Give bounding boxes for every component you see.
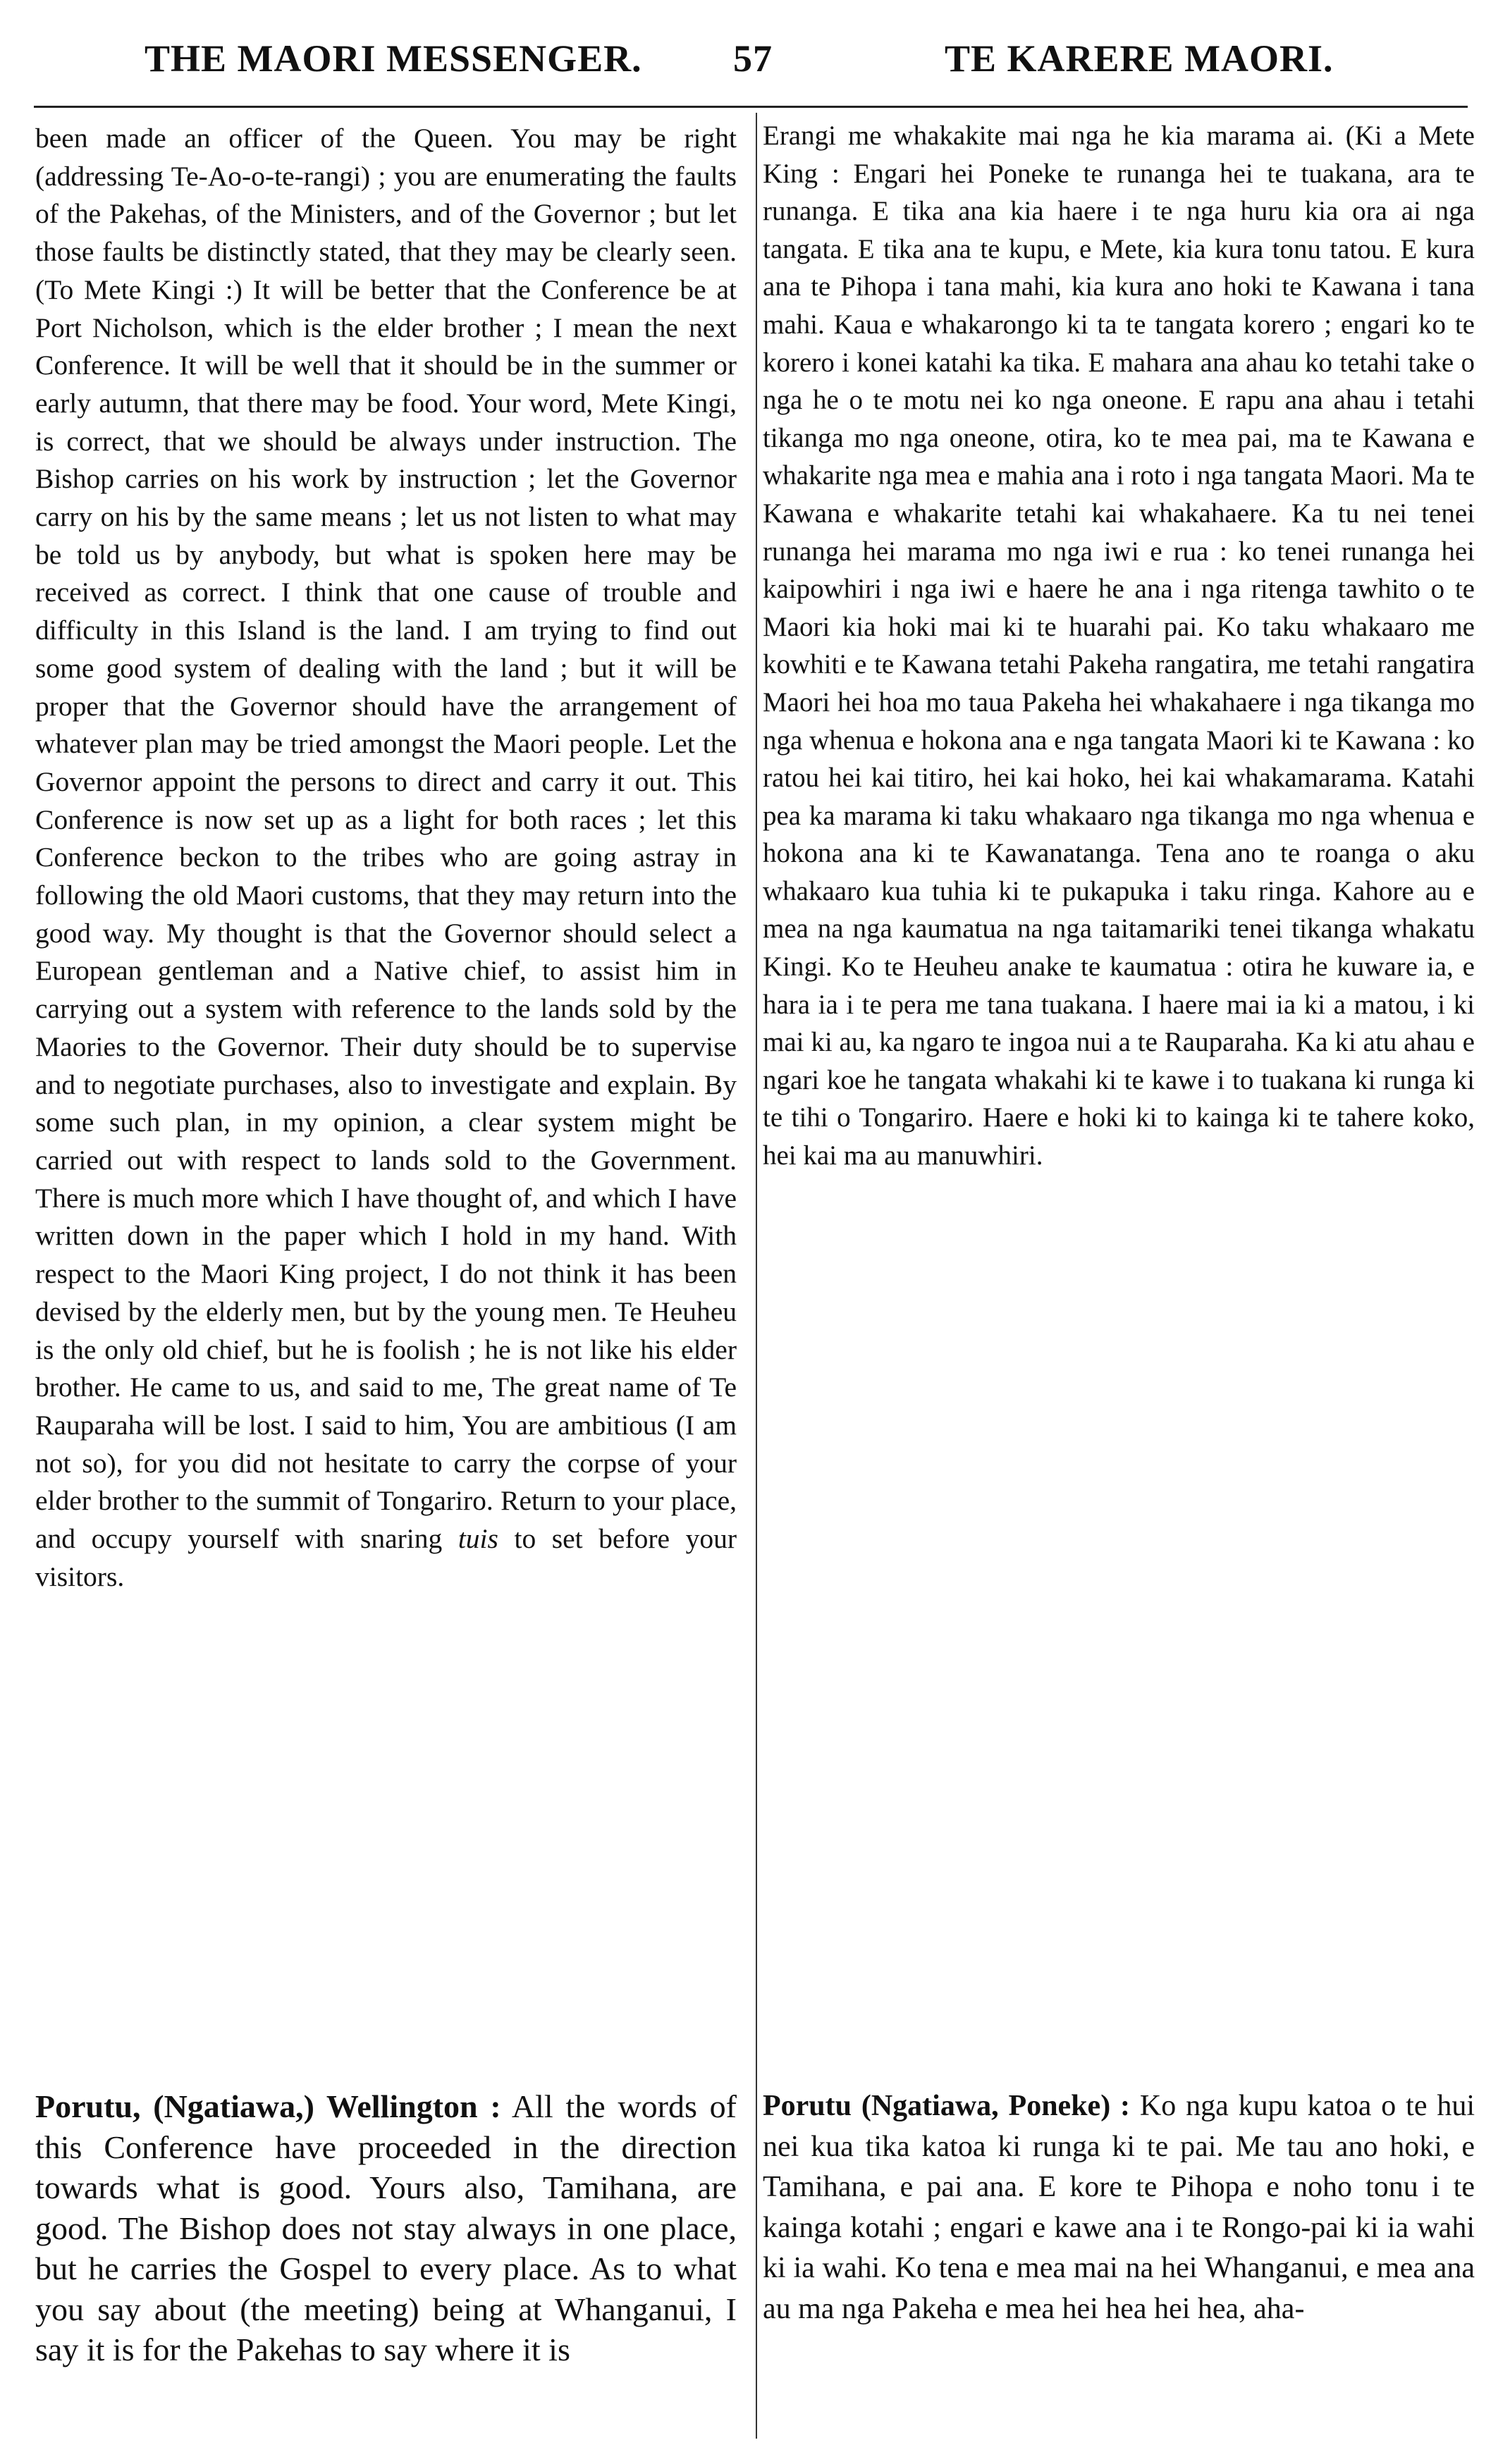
page-number: 57 [733, 37, 773, 80]
english-paragraph-1 [35, 120, 737, 1596]
english-paragraph-1-body: been made an officer of the Queen. You may be right (addressing Te-Ao-o-te-rangi) ; you are enumerating the faults of the Pakehas, of the Ministers, and of the Governor ; but let those faults be distinctly stated, that they may be clearly seen. (To Mete Kingi :) It will be better that the Conference be at Port Nicholson, which is the elder brother ; I mean the next Conference. It will be well that it should be in the summer or early autumn, that there may be food. Your word, Mete Kingi, is correct, that we should be always under instruction. The Bishop carries on his work by instruction ; let the Governor carry on his by the same means ; let us not listen to what may be told us by anybody, but what is spoken here may be received as correct. I think that one cause of trouble and difficulty in this Island is the land. I am trying to find out some good system of dealing with the land ; but it will be proper that the Governor should have the arrangement of whatever plan may be tried amongst the Maori people. Let the Governor appoint the persons to direct and carry it out. This Conference is now set up as a light for both races ; let this Conference beckon to the tribes who are going astray in following the old Maori customs, that they may return into the good way. My thought is that the Governor should select a European gentleman and a Native chief, to assist him in carrying out a system with reference to the lands sold by the Maories to the Governor. Their duty should be to supervise and to negotiate purchases, also to investigate and explain. By some such plan, in my opinion, a clear system might be carried out with respect to lands sold to the Government. There is much more which I have thought of, and which I have written down in the paper which I hold in my hand. With respect to the Maori King project, I do not think it has been devised by the elderly men, but by the young men. Te Heuheu is the only old chief, but he is foolish ; he is not like his elder brother. He came to us, and said to me, The great name of Te Rauparaha will be lost. I said to him, You are ambitious (I am not so), for you did not hesitate to carry the corpse of your elder brother to the summit of Tongariro. Return to your place, and occupy yourself with snaring [35, 123, 737, 1555]
maori-column-porutu [763, 2086, 1475, 2329]
english-paragraph-2 [35, 2086, 737, 2370]
page-header [0, 37, 1510, 79]
italic-word: tuis [458, 1523, 498, 1555]
english-column-text [35, 120, 737, 1596]
header-maori-title: TE KARERE MAORI. [945, 37, 1334, 80]
english-column-porutu [35, 2086, 737, 2370]
maori-paragraph-2 [763, 2086, 1475, 2329]
english-paragraph-2-body: All the words of this Conference have proceeded in the direction towards what is good. Yours also, Tamihana, are good. The Bishop does not stay always in one place, but he carries the Gospel to every place. As to what you say about (the meeting) being at Whanganui, I say it is for the Pakehas to say where it is [35, 2088, 737, 2367]
maori-paragraph-2-body: Ko nga kupu katoa o te hui nei kua tika katoa ki runga ki te pai. Me tau ano hoki, e Tamihana, e pai ana. E kore te Pihopa e noho tonu i te kainga kotahi ; engari e kawe ana i te Rongo-pai ki ia wahi ki ia wahi. Ko tena e mea mai na hei Whanganui, e mea ana au ma nga Pakeha e mea hei hea hei hea, aha- [763, 2090, 1475, 2325]
header-english-title: THE MAORI MESSENGER. [145, 37, 642, 80]
english-paragraph-1-end: to set before your visitors. [35, 1523, 737, 1592]
maori-column-text [763, 117, 1475, 1175]
maori-paragraph-1: Erangi me whakakite mai nga he kia marama ai. (Ki a Mete King : Engari hei Poneke te runanga hei te tuakana, ara te runanga. E tika ana kia haere i te nga huru kia ora ai nga tangata. E tika ana te kupu, e Mete, kia kura tonu tatou. E kura ana te Pihopa i tana mahi, kia kura ano hoki te Kawana i tana mahi. Kaua e whakarongo ki ta te tangata korero ; engari ko te korero i konei katahi ka tika. E mahara ana ahau ko tetahi take o nga he o te motu nei ko nga oneone. E rapu ana ahau i tetahi tikanga mo nga oneone, otira, ko te mea pai, ma te Kawana e whakarite nga mea e mahia ana i roto i nga tangata Maori. Ma te Kawana e whakarite tetahi kai whakahaere. Ka tu nei tenei runanga hei marama mo nga iwi e rua : ko tenei runanga hei kaipowhiri i nga iwi e haere he ana i nga ritenga tawhito o te Maori kia hoki mai ki te huarahi pai. Ko taku whakaaro me kowhiti e te Kawana tetahi Pakeha rangatira, me tetahi rangatira Maori hei hoa mo taua Pakeha hei whakahaere i nga tikanga mo nga whenua e hokona ana e nga tangata Maori ki te Kawana : ko ratou hei kai titiro, hei kai hoko, hei kai whakamarama. Katahi pea ka marama ki taku whakaaro nga tikanga mo nga whenua e hokona ana ki te Kawanatanga. Tena ano te roanga o aku whakaaro kua tuhia ki te pukapuka i taku ringa. Kahore au e mea na nga kaumatua na nga taitamariki tenei tikanga whakatu Kingi. Ko te Heuheu anake te kaumatua : otira he kuware ia, e hara ia i te pera me tana tuakana. I haere mai ia ki a matou, i ki mai ki au, ka ngaro te ingoa nui a te Rauparaha. Ka ki atu ahau e ngari koe he tangata whakahi ki te kawe i to tuakana ki runga ki te tihi o Tongariro. Haere e hoki ki to kainga ki te tahere koko, hei kai ma au manuwhiri. [763, 121, 1475, 1171]
english-speaker-porutu: Porutu, (Ngatiawa,) Wellington : [35, 2088, 501, 2124]
maori-speaker-porutu: Porutu (Ngatiawa, Poneke) : [763, 2090, 1131, 2122]
header-rule [34, 106, 1468, 108]
column-divider [756, 113, 757, 2439]
